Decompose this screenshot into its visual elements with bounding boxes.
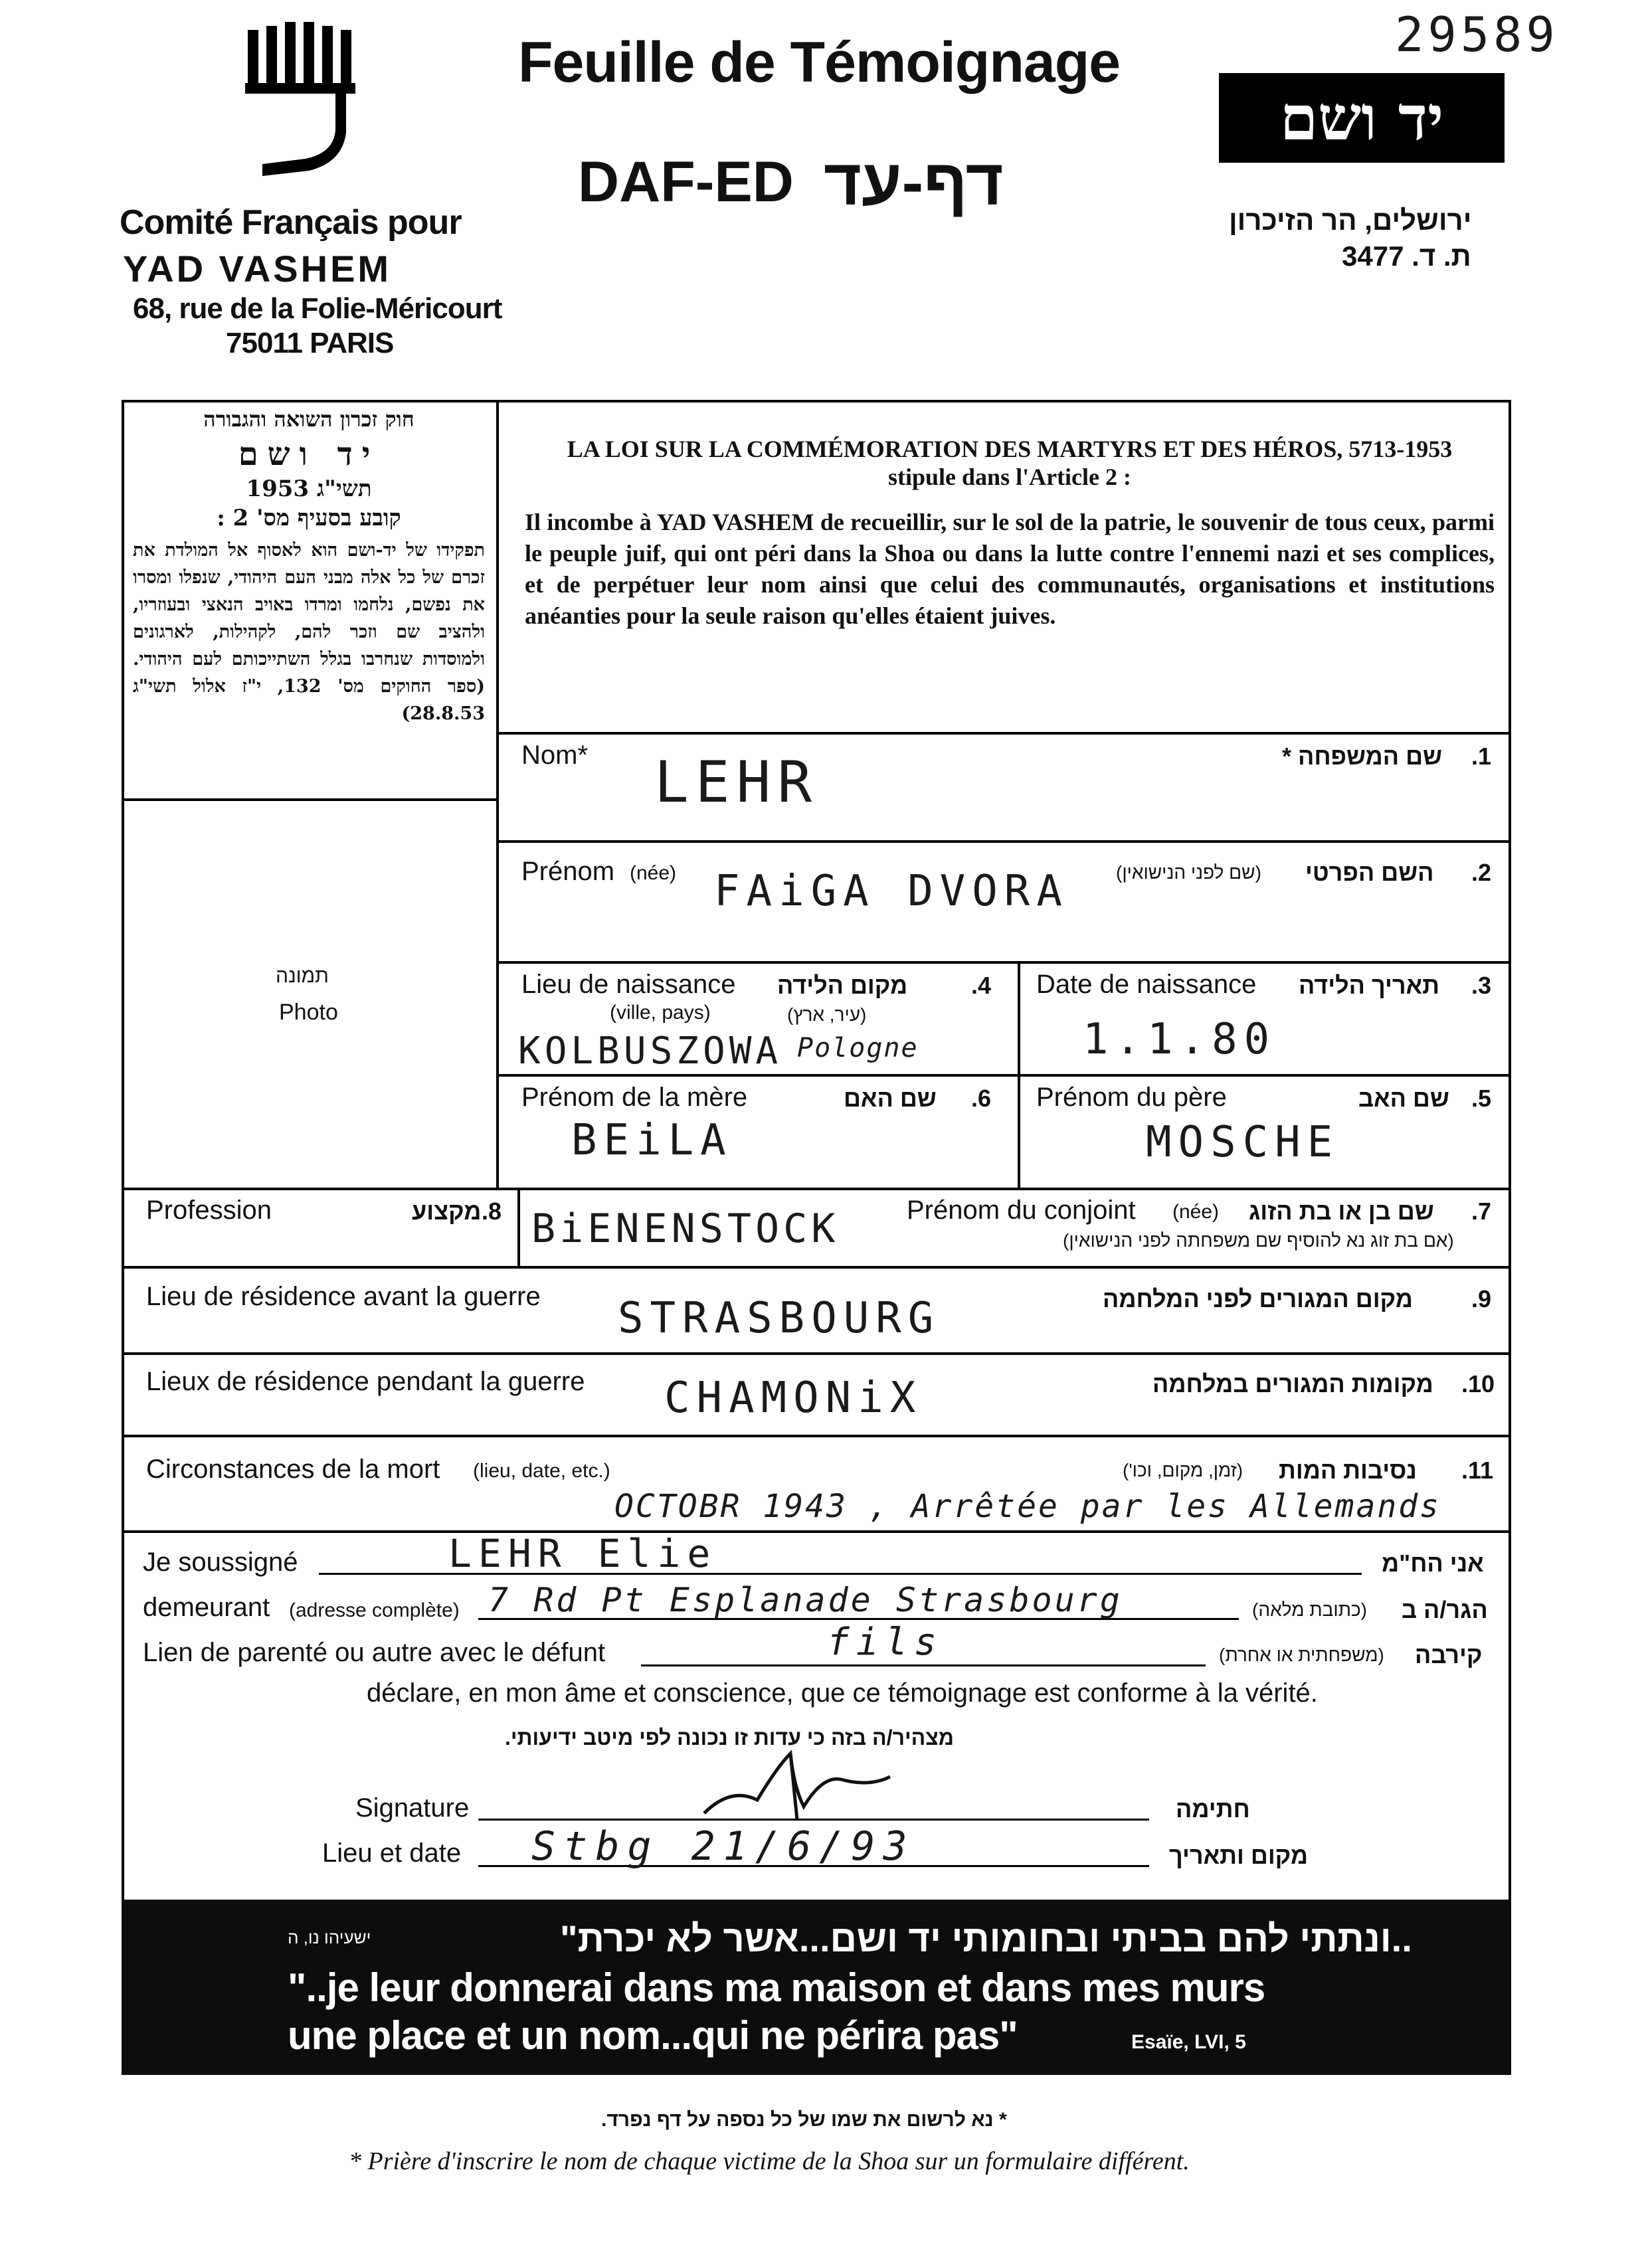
f1-value: LEHR	[654, 749, 819, 816]
committee-line2: YAD VASHEM	[123, 248, 392, 290]
law-he-body: תפקידו של יד-ושם הוא לאסוף אל המולדת את זכרם של כל אלה מבני העם היהודי, שנפלו ומסרו את נפשם, נלחמו ומרדו באויב הנאצי ובעוזריו, ולהציב שם וזכר להם, לקהילות, לארגונים ולמוסדות שנחרבו בגלל השתייכותם לעם היהודי. (ספר החוקים מס' 132, י"ז אלול תשי"ג 28.8.53)	[133, 540, 485, 724]
f9-value: STRASBOURG	[618, 1294, 941, 1343]
f10-num: .10	[1461, 1370, 1495, 1397]
menorah-logo-icon	[236, 17, 369, 196]
law-he-clause: קובע בסעיף מס' 2 :	[217, 505, 401, 531]
f6-label-fr: Prénom de la mère	[521, 1083, 748, 1112]
f9-label-he: מקום המגורים לפני המלחמה	[1103, 1285, 1413, 1312]
law-he-org: יד ושם	[238, 436, 380, 473]
f2-label-he: השם הפרטי	[1305, 859, 1434, 886]
footnote-he: * נא לרשום את שמו של כל נספה על דף נפרד.	[601, 2109, 1007, 2131]
f11-label-fr-sub: (lieu, date, etc.)	[473, 1460, 610, 1482]
relation-label-fr: Lien de parenté ou autre avec le défunt	[143, 1638, 606, 1667]
banner-ref-fr: Esaïe, LVI, 5	[1131, 2031, 1246, 2053]
page-subtitle-he: דף-עד	[824, 145, 1004, 219]
relation-value: fils	[827, 1621, 943, 1664]
residing-label-he-sub: (כתובת מלאה)	[1252, 1599, 1367, 1620]
f10-label-fr: Lieux de résidence pendant la guerre	[146, 1367, 585, 1396]
f8-label-he: מקצוע	[412, 1198, 482, 1225]
undersigned-label-fr: Je soussigné	[143, 1548, 298, 1577]
f3-label-fr: Date de naissance	[1036, 970, 1257, 999]
banner-quote-fr-1: "..je leur donnerai dans ma maison et dans mes murs	[288, 1965, 1265, 2010]
committee-address-line1: 68, rue de la Folie-Méricourt	[133, 292, 502, 325]
place-date-label-fr: Lieu et date	[322, 1838, 462, 1868]
relation-label-he-sub: (משפחתית או אחרת)	[1219, 1645, 1384, 1665]
f6-label-he: שם האם	[844, 1085, 937, 1112]
f10-value: CHAMONiX	[664, 1374, 923, 1423]
f4-label-fr-sub: (ville, pays)	[610, 1002, 711, 1024]
yad-vashem-logo-text: יד ושם	[1279, 82, 1444, 154]
f11-label-fr: Circonstances de la mort	[146, 1455, 440, 1484]
f3-num: .3	[1471, 972, 1492, 999]
f10-label-he: מקומות המגורים במלחמה	[1152, 1370, 1433, 1397]
f8-num: .8	[482, 1198, 502, 1225]
signature-label-fr: Signature	[355, 1793, 470, 1823]
place-date-label-he: מקום ותאריך	[1169, 1842, 1309, 1869]
f7-label-he-sub: (אם בת זוג נא להוסיף שם משפחתה לפני הנישואין)	[1063, 1230, 1454, 1251]
law-fr-body: Il incombe à YAD VASHEM de recueillir, sur le sol de la patrie, le souvenir de tous ceux, parmi le peuple juif, qui ont péri dans la Shoa ou dans la lutte contre l'ennemi nazi et ses complices, et de perpétuer leur nom ainsi que celui des communautés, organisations et institutions anéanties pour la seule raison qu'elles étaient juives.	[525, 509, 1495, 629]
residing-label-fr-sub: (adresse complète)	[289, 1599, 460, 1621]
f1-label-fr: Nom*	[521, 741, 589, 770]
f6-num: .6	[971, 1085, 992, 1112]
law-box-fr	[525, 435, 1495, 632]
f2-label-he-sub: (שם לפני הנישואין)	[1116, 862, 1261, 883]
scripture-banner	[122, 1900, 1511, 2075]
f3-label-he: תאריך הלידה	[1299, 972, 1440, 999]
law-he-year: תשי"ג 1953	[246, 476, 372, 502]
law-fr-title: LA LOI SUR LA COMMÉMORATION DES MARTYRS ET DES HÉROS, 5713-1953	[567, 436, 1453, 462]
f5-value: MOSCHE	[1146, 1118, 1340, 1167]
f7-num: .7	[1471, 1198, 1492, 1225]
f2-num: .2	[1471, 859, 1492, 886]
place-date-value: Stbg 21/6/93	[531, 1823, 915, 1870]
banner-ref-he: ישעיהו נו, ה	[288, 1927, 371, 1947]
page-subtitle-fr: DAF-ED	[578, 150, 794, 214]
law-fr-subtitle: stipule dans l'Article 2 :	[888, 464, 1131, 490]
f2-label-fr: Prénom	[521, 857, 615, 886]
declare-he: מצהיר/ה בזה כי עדות זו נכונה לפי מיטב ידיעותי.	[505, 1726, 954, 1749]
f1-num: .1	[1471, 743, 1492, 770]
f11-num: .11	[1461, 1457, 1494, 1484]
f3-value: 1.1.80	[1083, 1015, 1277, 1064]
footnote-fr: * Prière d'inscrire le nom de chaque victime de la Shoa sur un formulaire différent.	[349, 2147, 1190, 2175]
photo-label-he: תמונה	[276, 965, 329, 987]
f7-label-fr: Prénom du conjoint	[907, 1196, 1136, 1225]
signature-mark	[691, 1747, 903, 1827]
f2-label-fr-sub: (née)	[630, 862, 677, 884]
banner-quote-he: ..ונתתי להם בביתי ובחומותי יד ושם...אשר לא יכרת"	[560, 1918, 1412, 1959]
f6-value: BEiLA	[571, 1116, 733, 1165]
photo-label-fr: Photo	[279, 1000, 338, 1025]
f11-label-he-sub: (זמן, מקום, וכו')	[1123, 1460, 1243, 1480]
banner-quote-fr-2: une place et un nom...qui ne périra pas"	[288, 2013, 1018, 2058]
residing-label-he: הגר/ה ב	[1402, 1596, 1488, 1623]
signature-label-he: חתימה	[1176, 1795, 1250, 1823]
f5-num: .5	[1471, 1085, 1492, 1112]
f5-label-he: שם האב	[1358, 1085, 1449, 1112]
f4-value: KOLBUSZOWA	[518, 1030, 782, 1073]
residing-value: 7 Rd Pt Esplanade Strasbourg	[488, 1581, 1123, 1619]
yad-vashem-logo	[1219, 73, 1505, 163]
f4-num: .4	[971, 972, 992, 999]
f2-value: FAiGA DVORA	[714, 867, 1069, 916]
undersigned-label-he: אני הח"מ	[1382, 1550, 1484, 1577]
sheet-number: 29589	[1395, 7, 1559, 62]
f1-label-he: שם המשפחה *	[1282, 743, 1443, 770]
f7-label-fr-sub: (née)	[1172, 1201, 1220, 1223]
committee-line1: Comité Français pour	[120, 203, 462, 242]
f11-value: OCTOBR 1943 , Arrêtée par les Allemands	[614, 1488, 1441, 1525]
law-he-title: חוק זכרון השואה והגבורה	[203, 406, 414, 432]
page-title: Feuille de Témoignage	[518, 31, 1121, 94]
f9-label-fr: Lieu de résidence avant la guerre	[146, 1282, 541, 1311]
f5-label-fr: Prénom du père	[1036, 1083, 1227, 1112]
f4-label-he-sub: (עיר, ארץ)	[787, 1004, 867, 1025]
undersigned-value: LEHR Elie	[448, 1531, 717, 1576]
declare-fr: déclare, en mon âme et conscience, que ce témoignage est conforme à la vérité.	[367, 1678, 1318, 1708]
residing-label-fr: demeurant	[143, 1593, 270, 1622]
f7-value: BiENENSTOCK	[531, 1206, 840, 1252]
relation-label-he: קירבה	[1415, 1641, 1483, 1668]
f8-label-fr: Profession	[146, 1196, 272, 1225]
pobox-he: ת. ד. 3477	[1342, 240, 1471, 272]
f9-num: .9	[1471, 1285, 1492, 1312]
f7-label-he: שם בן או בת הזוג	[1249, 1198, 1434, 1225]
f4-label-he: מקום הלידה	[777, 972, 908, 999]
law-box-he	[133, 406, 485, 795]
f4-label-fr: Lieu de naissance	[521, 970, 736, 999]
jerusalem-address-he: ירושלים, הר הזיכרון	[1229, 205, 1472, 236]
committee-address-line2: 75011 PARIS	[226, 327, 394, 359]
f11-label-he: נסיבות המות	[1279, 1457, 1417, 1484]
f4-value2: Pologne	[797, 1033, 919, 1063]
